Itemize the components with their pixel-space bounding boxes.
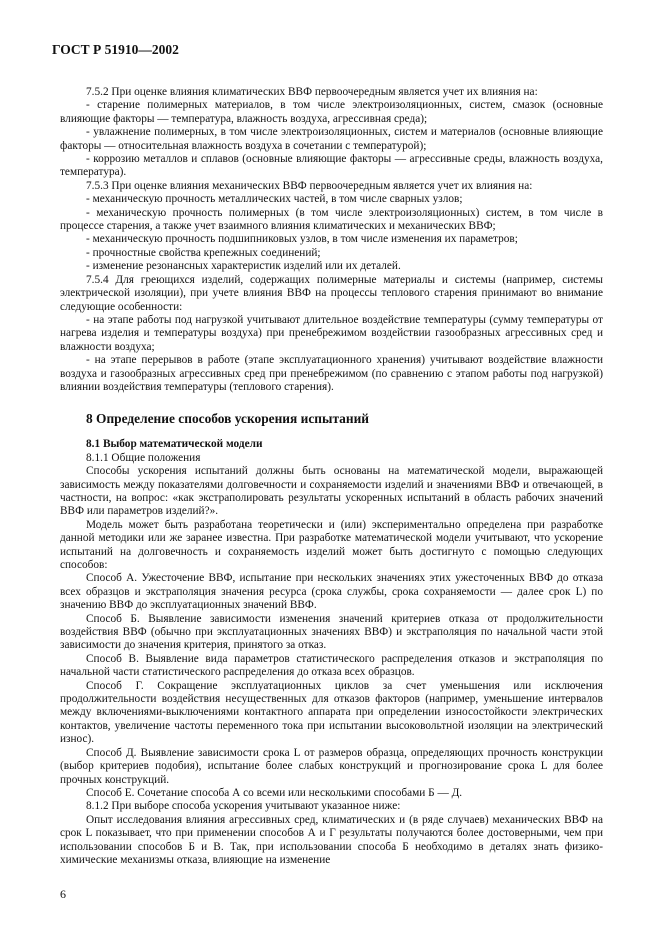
- list-item: - на этапе перерывов в работе (этапе эксплуатационного хранения) учитывают воздействие влажности воздуха и газообразных агрессивных сред при пренебрежимом (по сравнению с этапом работы под нагрузкой) влиянии воздействия температуры (теплового старения).: [60, 354, 603, 393]
- list-item: - механическую прочность полимерных (в том числе электроизоляционных) систем, в том числе в процессе старения, а также учет взаимного влияния климатических и механических ВВФ;: [60, 206, 603, 233]
- list-item: - механическую прочность металлических частей, в том числе сварных узлов;: [86, 193, 463, 206]
- clause-7-5-3: 7.5.3 При оценке влияния механических ВВФ первоочередным является учет их влияния на:: [86, 179, 533, 192]
- clause-8-1-1: 8.1.1 Общие положения: [86, 451, 201, 464]
- section-8-1: [60, 452, 603, 868]
- method-a: Способ А. Ужесточение ВВФ, испытание при нескольких значениях этих ужесточенных ВВФ до отказа всех образцов и экстраполяция значения ресурса (срока службы, срока сохраняемости — далее срок L) по значению ВВФ до эксплуатационных значений ВВФ.: [60, 572, 603, 612]
- clause-8-1-2: 8.1.2 При выборе способа ускорения учитывают указанное ниже:: [86, 800, 401, 813]
- section-8-1-title: 8.1 Выбор математической модели: [86, 438, 263, 451]
- paragraph: Опыт исследования влияния агрессивных сред, климатических и (в ряде случаев) механических ВВФ на срок L показывает, что при применении способов А и Г результаты получаются более достоверными, чем при использовании способов Б и В. Так, при использовании способа Б необходимо в деталях знать физико-химические механизмы отказа, влияющие на изменение: [60, 813, 603, 866]
- document-header: ГОСТ Р 51910—2002: [52, 42, 179, 57]
- list-item: - механическую прочность подшипниковых узлов, в том числе изменения их параметров;: [86, 233, 518, 246]
- section-8-title: 8 Определение способов ускорения испытаний: [86, 411, 370, 427]
- page-content: [60, 86, 603, 867]
- method-e: Способ Е. Сочетание способа А со всеми или несколькими способами Б — Д.: [86, 786, 463, 799]
- paragraph: Способы ускорения испытаний должны быть основаны на математической модели, выражающей зависимость между показателями долговечности и сохраняемости изделий и значениями ВВФ и отвечающей, в частности, на вопрос: «как экстраполировать результаты ускоренных испытаний в область рабочих значений ВВФ или параметров изделий?».: [60, 465, 603, 518]
- clause-7-5-2: 7.5.2 При оценке влияния климатических ВВФ первоочередным является учет их влияния на:: [86, 86, 538, 98]
- section-7-5: [60, 86, 603, 394]
- method-v: Способ В. Выявление вида параметров статистического распределения отказов и экстраполяция по начальной части статистического распределения до отказа всех образцов.: [60, 652, 603, 679]
- clause-7-5-4: 7.5.4 Для греющихся изделий, содержащих полимерные материалы и системы (например, системы электрической изоляции), при учете влияния ВВФ на процессы теплового старения принимают во внимание следующие особенности:: [60, 273, 603, 313]
- method-d: Способ Д. Выявление зависимости срока L от размеров образца, определяющих прочность конструкции (выбор критериев подобия), испытание более слабых конструкций и прогнозирование срока L для более прочных конструкций.: [60, 746, 603, 786]
- list-item: - прочностные свойства крепежных соединений;: [86, 246, 321, 259]
- page-number: 6: [60, 887, 66, 901]
- list-item: - увлажнение полимерных, в том числе электроизоляционных, систем и материалов (основные влияющие факторы — относительная влажность воздуха в сочетании с температурой);: [60, 126, 603, 152]
- paragraph: Модель может быть разработана теоретически и (или) экспериментально определена при разработке данной методики или же заранее известна. При разработке математической модели учитывают, что ускорение испытаний на долговечность и сохраняемость изделий может быть достигнуто с помощью следующих способов:: [60, 518, 603, 571]
- list-item: - коррозию металлов и сплавов (основные влияющие факторы — агрессивные среды, влажность воздуха, температура).: [60, 153, 603, 179]
- method-g: Способ Г. Сокращение эксплуатационных циклов за счет уменьшения или исключения продолжительности воздействия несущественных для отказов факторов (например, уменьшение интервалов между включениями-выключениями контактного аппарата при определении износостойкости электрических контактов, увеличение частоты переменного тока при испытании высоковольтной изоляции на электрический износ).: [60, 679, 603, 746]
- method-b: Способ Б. Выявление зависимости изменения значений критериев отказа от продолжительности воздействия ВВФ (обычно при эксплуатационных значениях ВВФ) и экстраполяция по начальной части этой зависимости до значения критерия, принятого за отказ.: [60, 612, 603, 652]
- list-item: - изменение резонансных характеристик изделий или их деталей.: [86, 260, 401, 273]
- list-item: - на этапе работы под нагрузкой учитывают длительное воздействие температуры (сумму температуры от нагрева изделия и температуры воздуха) при пренебрежимом воздействии газообразных агрессивных сред и влажности воздуха;: [60, 313, 603, 353]
- list-item: - старение полимерных материалов, в том числе электроизоляционных, систем, смазок (основные влияющие факторы — температура, влажность воздуха, агрессивная среда);: [60, 99, 603, 125]
